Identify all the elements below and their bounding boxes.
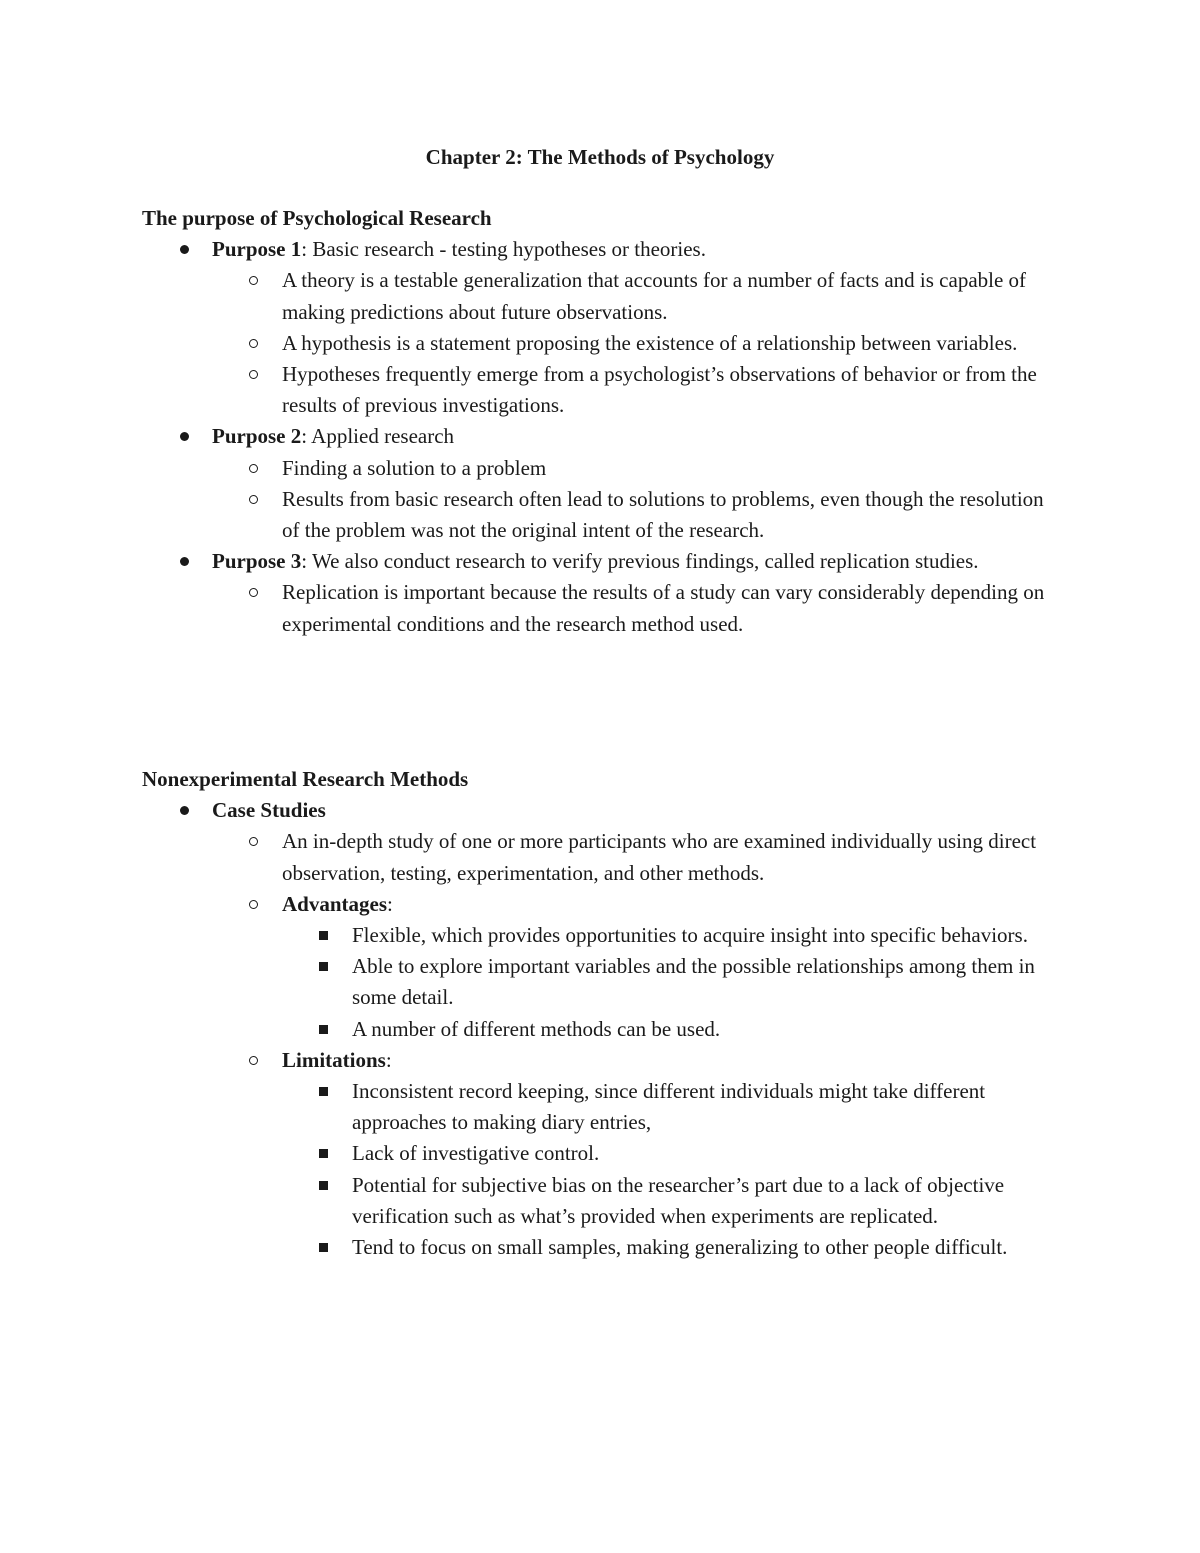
list-item	[282, 1076, 1062, 1138]
sub-list	[212, 265, 1062, 421]
list-item	[212, 889, 1062, 1045]
circle-bullet-icon	[249, 837, 258, 846]
list-item	[282, 1014, 1062, 1045]
colon: :	[387, 891, 393, 916]
list-item	[142, 795, 1062, 1263]
item-text: An in-depth study of one or more participants who are examined individually using direct observation, testing, experimentation, and other methods.	[282, 829, 1037, 885]
item-text: Hypotheses frequently emerge from a psychologist’s observations of behavior or from the results of previous investigations.	[282, 362, 1037, 418]
list-item	[142, 421, 1062, 546]
purpose-list	[142, 234, 1062, 640]
circle-bullet-icon	[249, 1056, 258, 1065]
item-label: Purpose 1	[212, 237, 302, 262]
list-item	[212, 265, 1062, 327]
list-item	[282, 1138, 1062, 1169]
advantages-list	[282, 920, 1062, 1045]
list-item	[282, 1170, 1062, 1232]
list-item	[212, 359, 1062, 421]
circle-bullet-icon	[249, 464, 258, 473]
square-bullet-icon	[319, 1181, 328, 1190]
methods-list	[142, 795, 1062, 1263]
circle-bullet-icon	[249, 339, 258, 348]
list-item	[212, 1045, 1062, 1263]
item-text: A theory is a testable generalization that accounts for a number of facts and is capable of making predictions about future observations.	[282, 268, 1027, 324]
square-bullet-icon	[319, 1025, 328, 1034]
sub-list	[212, 826, 1062, 1263]
item-text: Tend to focus on small samples, making generalizing to other people difficult.	[352, 1235, 1008, 1260]
list-item	[212, 577, 1062, 639]
item-text: Flexible, which provides opportunities to acquire insight into specific behaviors.	[352, 923, 1028, 948]
bullet-icon	[180, 806, 189, 815]
circle-bullet-icon	[249, 588, 258, 597]
section-nonexperimental	[142, 764, 1062, 1263]
circle-bullet-icon	[249, 276, 258, 285]
item-text: A hypothesis is a statement proposing the existence of a relationship between variables.	[282, 330, 1018, 355]
colon: :	[385, 1047, 392, 1072]
circle-bullet-icon	[249, 370, 258, 379]
item-label: Purpose 3	[212, 549, 302, 574]
page-title: Chapter 2: The Methods of Psychology	[425, 145, 775, 169]
item-text: : Basic research - testing hypotheses or theories.	[301, 237, 706, 262]
square-bullet-icon	[319, 962, 328, 971]
bullet-icon	[180, 432, 189, 441]
list-item	[282, 951, 1062, 1013]
square-bullet-icon	[319, 931, 328, 940]
list-item	[282, 920, 1062, 951]
circle-bullet-icon	[249, 900, 258, 909]
item-text: Potential for subjective bias on the researcher’s part due to a lack of objective verification such as what’s provided when experiments are replicated.	[352, 1172, 1005, 1228]
list-item	[212, 453, 1062, 484]
item-text: Inconsistent record keeping, since different individuals might take different approaches to making diary entries,	[352, 1079, 986, 1135]
section-purpose	[142, 203, 1062, 640]
list-item	[212, 484, 1062, 546]
square-bullet-icon	[319, 1243, 328, 1252]
item-text: : We also conduct research to verify previous findings, called replication studies.	[301, 549, 979, 574]
section-heading: Nonexperimental Research Methods	[142, 767, 469, 791]
limitations-list	[282, 1076, 1062, 1263]
section-heading: The purpose of Psychological Research	[142, 206, 492, 230]
list-item	[142, 234, 1062, 421]
list-item	[212, 328, 1062, 359]
item-text: Replication is important because the results of a study can vary considerably depending on experimental conditions and the research method used.	[282, 580, 1045, 636]
item-text: Finding a solution to a problem	[282, 455, 547, 480]
item-text: Able to explore important variables and the possible relationships among them in some detail.	[352, 954, 1035, 1010]
sub-list	[212, 577, 1062, 639]
item-text: Lack of investigative control.	[352, 1141, 600, 1166]
limitations-label: Limitations	[282, 1047, 386, 1072]
square-bullet-icon	[319, 1149, 328, 1158]
item-text: Results from basic research often lead to solutions to problems, even though the resolution of the problem was not the original intent of the research.	[282, 486, 1044, 543]
list-item	[142, 546, 1062, 640]
bullet-icon	[180, 245, 189, 254]
list-item	[282, 1232, 1062, 1263]
circle-bullet-icon	[249, 495, 258, 504]
sub-list	[212, 453, 1062, 547]
list-item	[212, 826, 1062, 888]
item-label: Case Studies	[212, 798, 326, 823]
bullet-icon	[180, 557, 189, 566]
item-label: Purpose 2	[212, 424, 302, 449]
item-text: : Applied research	[301, 424, 455, 449]
square-bullet-icon	[319, 1087, 328, 1096]
advantages-label: Advantages	[282, 891, 388, 916]
item-text: A number of different methods can be used.	[352, 1016, 721, 1041]
